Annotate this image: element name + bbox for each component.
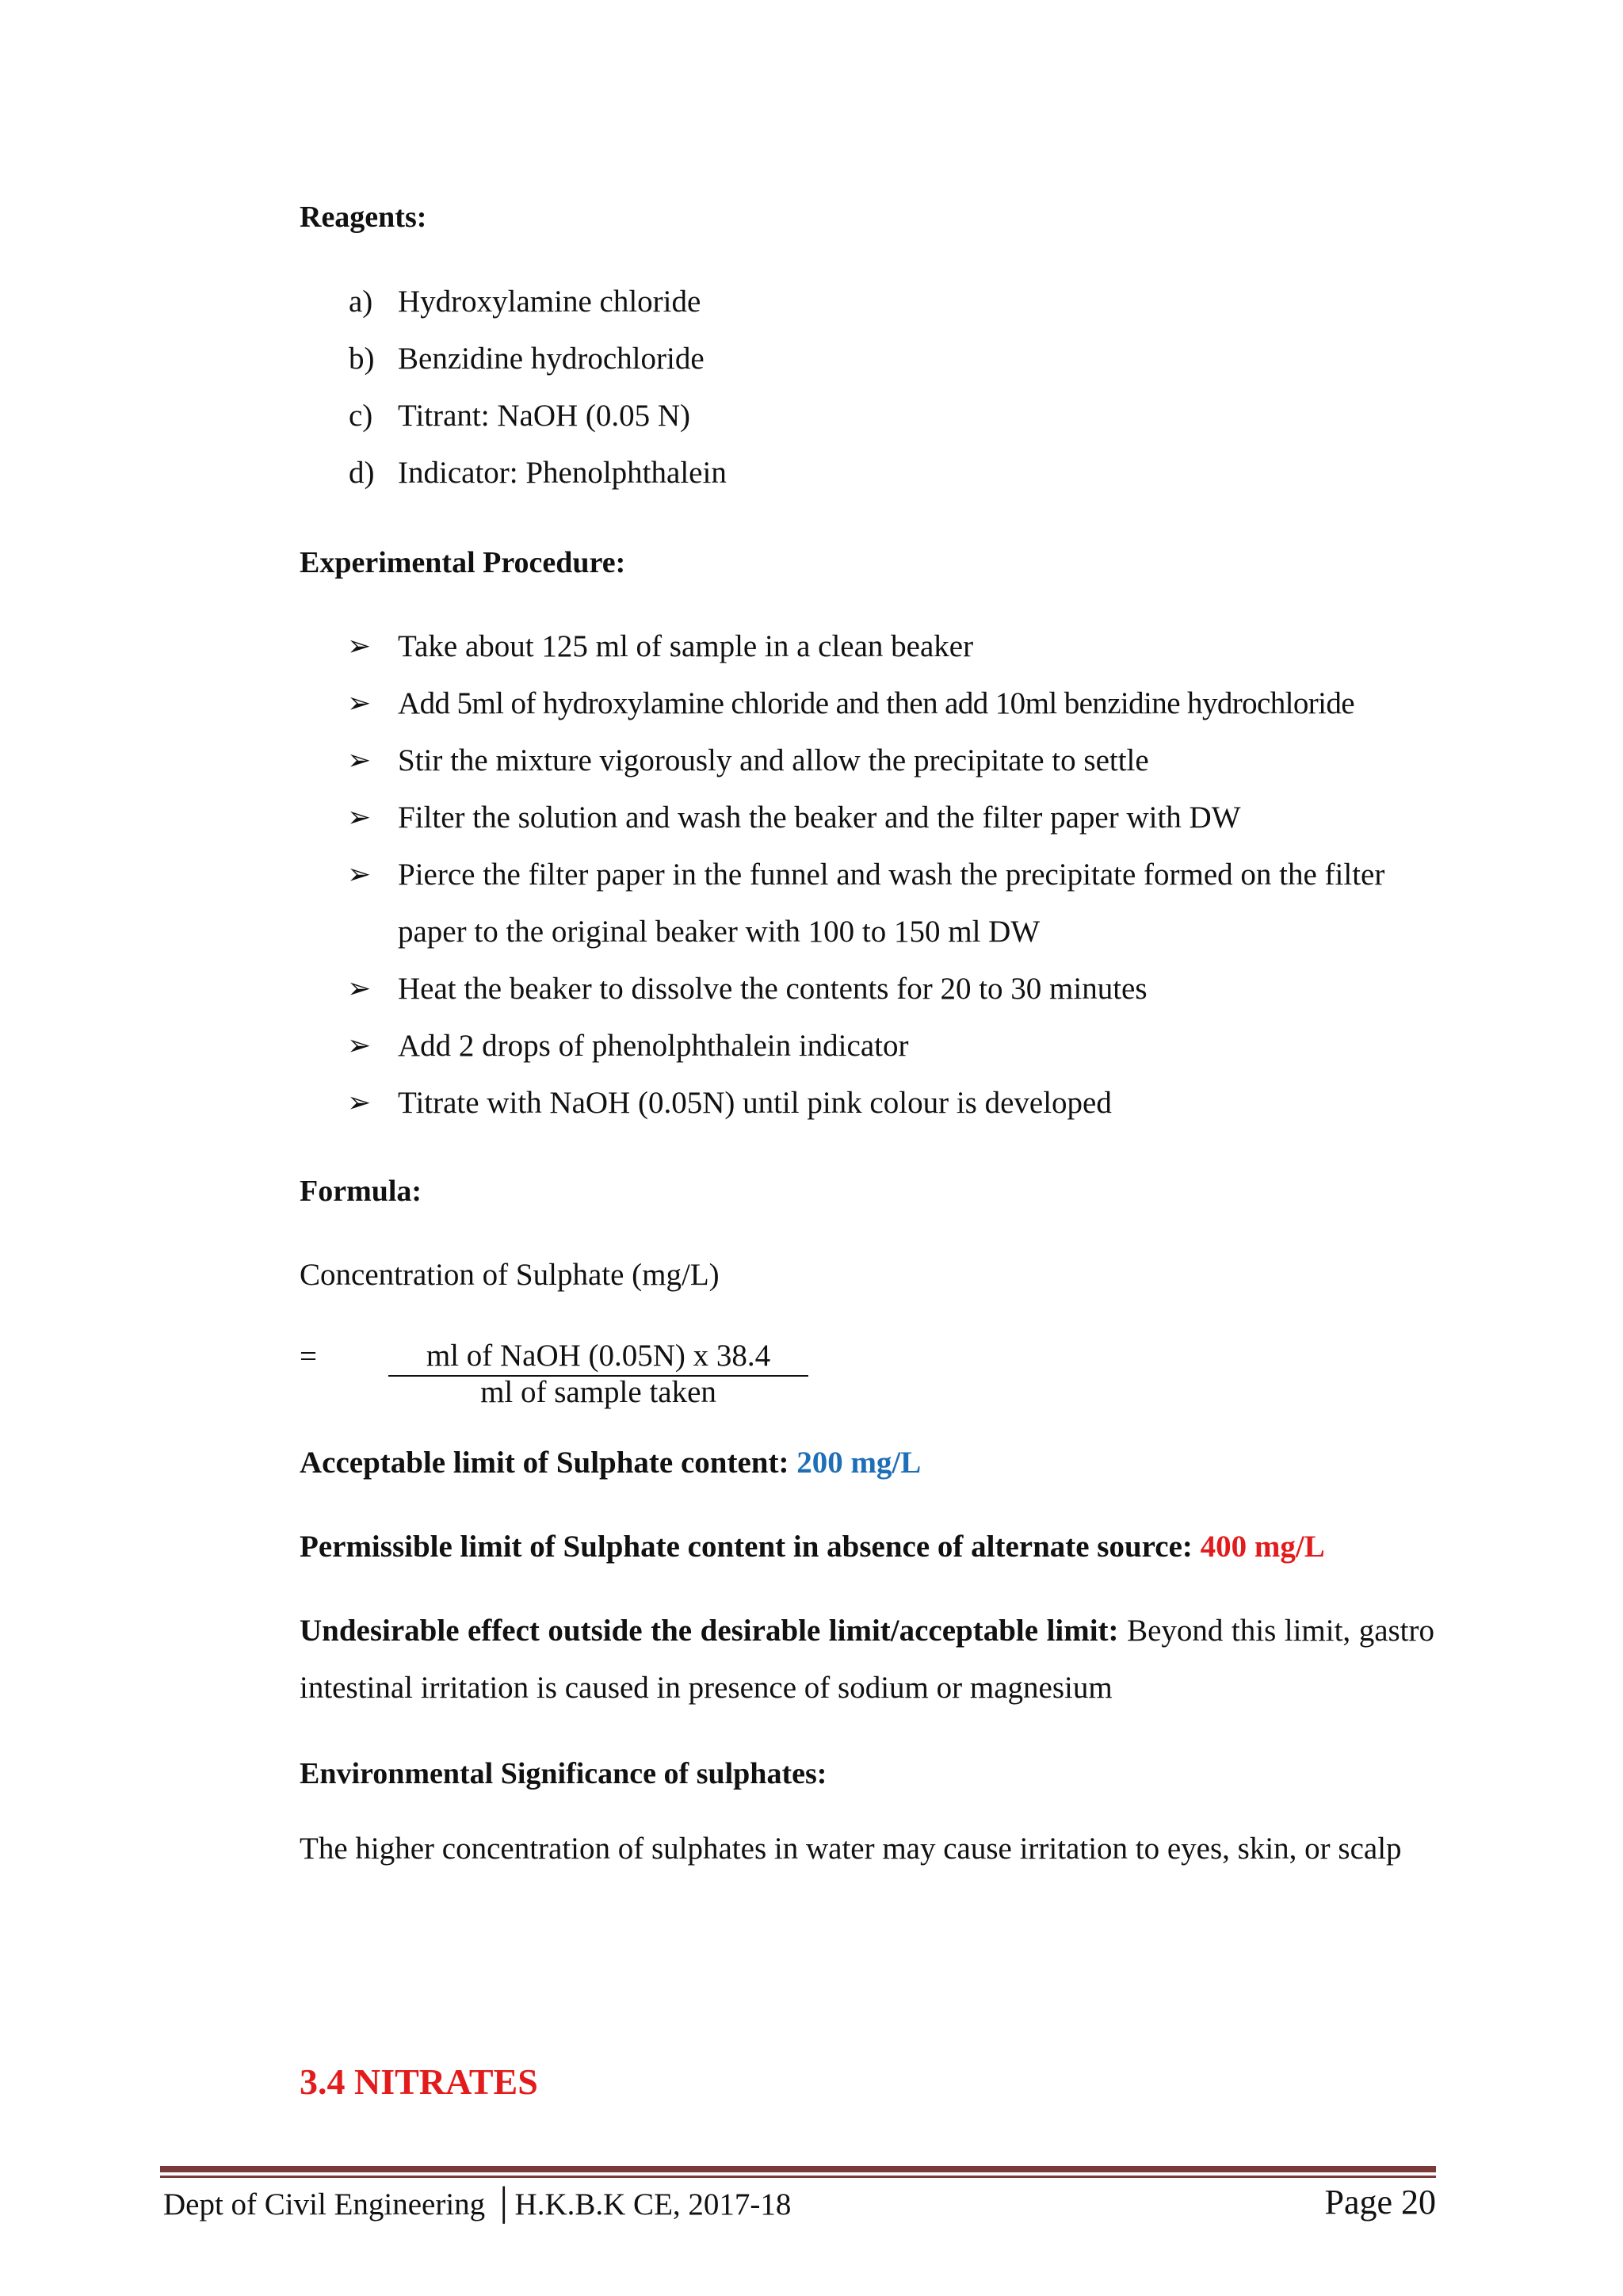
procedure-text: Add 5ml of hydroxylamine chloride and then add 10ml benzidine hydrochloride	[398, 686, 1355, 720]
arrow-bullet-icon: ➢	[347, 1087, 372, 1119]
arrow-bullet-icon: ➢	[347, 630, 372, 663]
procedure-text: Pierce the filter paper in the funnel and wash the precipitate formed on the filter	[398, 858, 1385, 892]
procedure-heading: Experimental Procedure:	[300, 546, 626, 579]
arrow-bullet-icon: ➢	[347, 858, 372, 891]
permissible-limit-label: Permissible limit of Sulphate content in absence of alternate source:	[300, 1530, 1193, 1564]
arrow-bullet-icon: ➢	[347, 801, 372, 834]
acceptable-limit-label: Acceptable limit of Sulphate content:	[300, 1446, 789, 1480]
procedure-text: Heat the beaker to dissolve the contents for 20 to 30 minutes	[398, 972, 1148, 1006]
procedure-text: Filter the solution and wash the beaker and the filter paper with DW	[398, 800, 1241, 835]
list-marker: b)	[349, 342, 375, 376]
permissible-limit-value: 400 mg/L	[1200, 1530, 1325, 1564]
footer-department: Dept of Civil Engineering │H.K.B.K CE, 2017-18	[163, 2187, 792, 2222]
undesirable-effect-text: Beyond this limit, gastro intestinal irritation is caused in presence of sodium or magnesium	[300, 1614, 1435, 1705]
equals-sign: =	[300, 1339, 317, 1373]
reagent-text: Benzidine hydrochloride	[398, 342, 705, 376]
formula-label: Concentration of Sulphate (mg/L)	[300, 1258, 720, 1292]
procedure-text: Take about 125 ml of sample in a clean beaker	[398, 629, 974, 663]
footer-rule	[160, 2166, 1436, 2172]
list-marker: c)	[349, 399, 373, 433]
list-marker: d)	[349, 456, 375, 490]
arrow-bullet-icon: ➢	[347, 687, 372, 720]
formula-heading: Formula:	[300, 1175, 422, 1208]
significance-text: The higher concentration of sulphates in water may cause irritation to eyes, skin, or scalp	[300, 1832, 1402, 1866]
undesirable-effect-label: Undesirable effect outside the desirable limit/acceptable limit:	[300, 1614, 1119, 1648]
reagents-heading: Reagents:	[300, 201, 427, 234]
arrow-bullet-icon: ➢	[347, 1030, 372, 1062]
procedure-text: Titrate with NaOH (0.05N) until pink colour is developed	[398, 1086, 1112, 1120]
reagent-text: Titrant: NaOH (0.05 N)	[398, 399, 691, 433]
acceptable-limit-value: 200 mg/L	[796, 1446, 922, 1480]
reagent-text: Indicator: Phenolphthalein	[398, 456, 727, 490]
acceptable-limit	[300, 1444, 921, 1482]
footer-rule	[160, 2176, 1436, 2178]
procedure-text: Add 2 drops of phenolphthalein indicator	[398, 1029, 909, 1063]
reagent-text: Hydroxylamine chloride	[398, 285, 701, 319]
procedure-text: Stir the mixture vigorously and allow the precipitate to settle	[398, 743, 1149, 777]
page-number: Page 20	[1324, 2183, 1436, 2222]
undesirable-effect-paragraph	[300, 1603, 1434, 1717]
formula-denominator: ml of sample taken	[480, 1375, 716, 1409]
procedure-text: paper to the original beaker with 100 to 150 ml DW	[398, 915, 1041, 949]
formula-numerator: ml of NaOH (0.05N) x 38.4	[426, 1339, 771, 1373]
arrow-bullet-icon: ➢	[347, 744, 372, 777]
significance-heading: Environmental Significance of sulphates:	[300, 1757, 827, 1790]
list-marker: a)	[349, 285, 373, 319]
section-title: 3.4 NITRATES	[300, 2061, 538, 2102]
permissible-limit	[300, 1528, 1325, 1566]
arrow-bullet-icon: ➢	[347, 972, 372, 1005]
